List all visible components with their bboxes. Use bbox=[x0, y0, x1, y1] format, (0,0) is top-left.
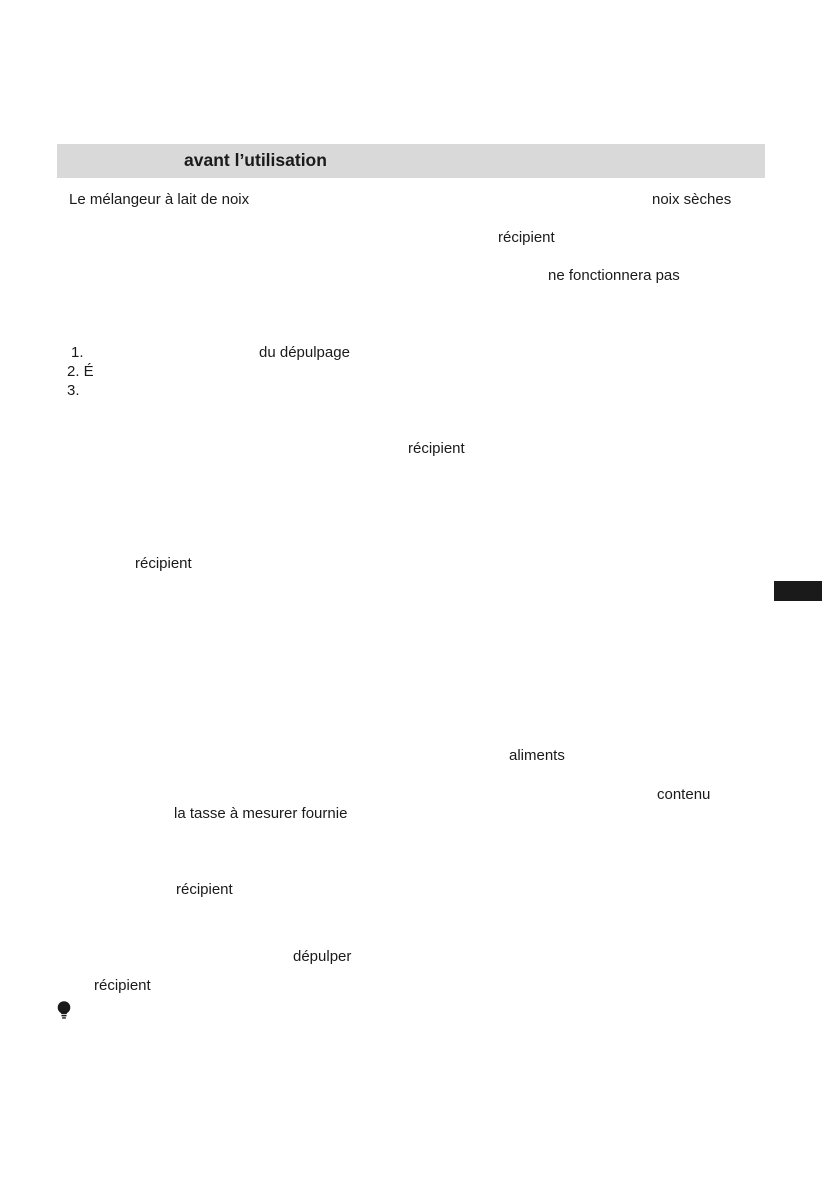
intro-text-dry-nuts: noix sèches bbox=[652, 191, 732, 208]
step-1-number: 1. bbox=[71, 344, 84, 361]
intro-text-start: Le mélangeur à lait de noix bbox=[69, 191, 250, 208]
lightbulb-icon bbox=[56, 1001, 72, 1020]
paragraph-container-3: récipient bbox=[176, 881, 233, 898]
side-tab-marker bbox=[774, 581, 822, 601]
section-header-band bbox=[57, 144, 765, 178]
paragraph-pulp: dépulper bbox=[293, 948, 352, 965]
section-title: avant l’utilisation bbox=[184, 150, 327, 170]
paragraph-contents: contenu bbox=[657, 786, 711, 803]
paragraph-container-2: récipient bbox=[135, 555, 192, 572]
step-2-number: 2. É bbox=[67, 363, 94, 380]
step-1-text: du dépulpage bbox=[259, 344, 350, 361]
step-3-number: 3. bbox=[67, 382, 80, 399]
paragraph-food: aliments bbox=[509, 747, 565, 764]
paragraph-container-1: récipient bbox=[408, 440, 465, 457]
paragraph-container-4: récipient bbox=[94, 977, 151, 994]
paragraph-measuring-cup: la tasse à mesurer fournie bbox=[174, 805, 348, 822]
intro-text-will-not-work: ne fonctionnera pas bbox=[548, 267, 680, 284]
intro-text-container: récipient bbox=[498, 229, 555, 246]
